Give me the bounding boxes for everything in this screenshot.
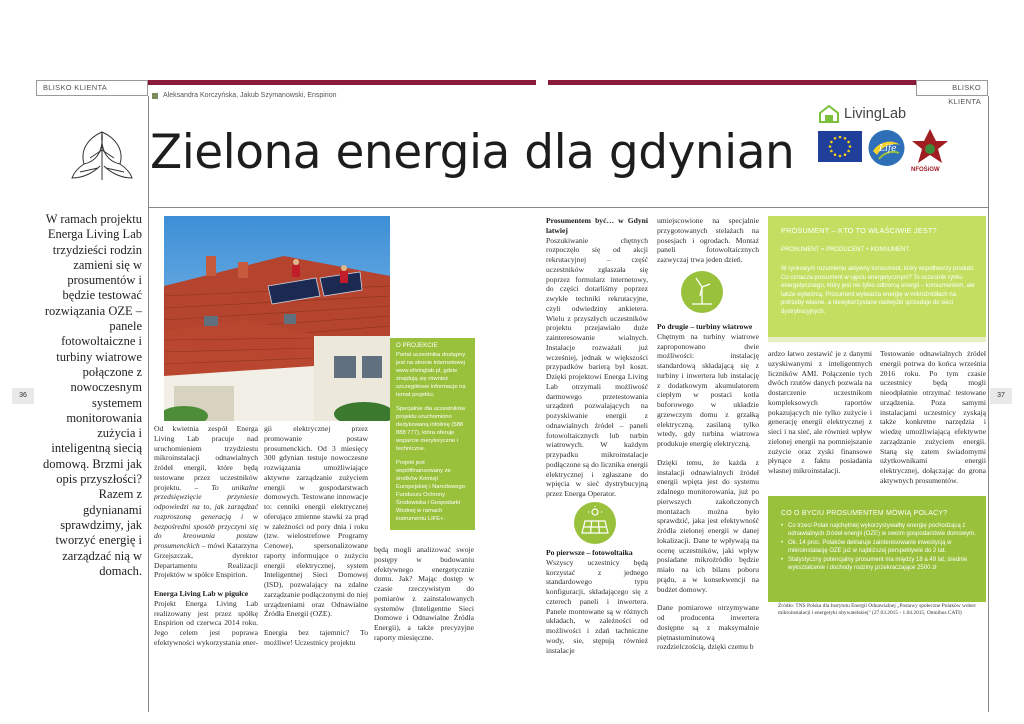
opinion-item: • Statystyczny potencjalny prosument ma między 18 a 49 lat, średnie wykształcenie i dochody rodziny przekraczające 2500 zł xyxy=(781,556,981,573)
col4-paragraph-1: Poszukiwanie chętnych rozpoczęło się od akcji rekrutacyjnej – część uczestników zgłaszała się poprzez formularz internetowy, do części dotarliśmy poprzez zwykłe techniki rekrutacyjne, czyli odwiedziny ankietera. Wielu z przyszłych uczestników projektu przejawiało duże zainteresowanie wialnych. Instalacje rozważali już wcześniej, jednak w większości przypadków barierą był koszt. Dzięki projektowi Energa Living Lab otrzymali możliwość darmowego przetestowania urządzeń pozwalających na pozyskiwanie energii z odnawialnych źródeł – paneli fotowoltaicznych lub turbin wiatrowych. W każdym przypadku mikroinstalacje podłączone są do licznika energii elektrycznej i zgłaszane do wpięcia w sieć dystrybucyjną przez Energa Operator. xyxy=(546,235,648,498)
col1-subheading: Energa Living Lab w pigułce xyxy=(154,589,249,598)
divider-left xyxy=(148,96,149,712)
column-5-top xyxy=(657,216,759,265)
livinglab-logo xyxy=(818,104,906,124)
column-2 xyxy=(264,424,368,648)
col5-heading-1: Po drugie – turbiny wiatrowe xyxy=(657,322,753,331)
title-rule xyxy=(148,207,988,208)
polish-opinion-box xyxy=(768,496,986,602)
col7-paragraph-1: Testowanie odnawialnych źródeł energii potrwa do końca września 2016 roku. Po tym czasie uczestnicy będą mogli nieodpłatnie otrzymać testowane urządzenia. Poza samymi instalacjami uczestnicy zyskają także konkretne narzędzia i wiedzę umożliwiającą efektywne zarządzanie zużyciem energii. Staną się zatem świadomymi użytkownikami energii elektrycznej, dołączając do grona aktywnych prosumentów. xyxy=(880,349,986,485)
nfosigw-logo-icon xyxy=(910,127,950,172)
col1-intro: Od kwietnia zespół Energa Living Lab pracuje nad uruchomieniem trzydziestu mikroinstalacji odnawialnych źródeł energii, które będą testowane przez uczestników projektu. xyxy=(154,424,258,492)
livinglab-house-icon xyxy=(818,104,840,124)
project-info-heading: O PROJEKCIE xyxy=(396,342,438,349)
col1-paragraph-2: Projekt Energa Living Lab realizowany jest przez spółkę Enspirion od czerwca 2014 roku. Jego celem jest poprawa efektywności wykorzystania ener- xyxy=(154,598,259,647)
col2-paragraph-2: Energia bez tajemnic? To możliwe! Uczestnicy projektu xyxy=(264,628,368,647)
column-5 xyxy=(657,322,759,652)
leaf-outline-icon xyxy=(70,128,134,182)
life-programme-logo xyxy=(867,129,906,167)
col6-paragraph-1: ardzo łatwo zestawić je z danymi uzyskiwanymi z inteligentnych liczników AMI. Połączenie tych dwóch rzutów danych pozwala na dostarczenie uczestnikom kompleksowych raportów pokazujących nie tylko zużycie i generację energii elektrycznej z sieci i na sieć, ale również wpływ zielonej energii na pomniejszanie zużycie oraz zyski finansowe płynące z faktu posiadania własnej mikroinstalacji. xyxy=(768,349,872,475)
section-tag-left: BLISKO KLIENTA xyxy=(36,80,148,96)
col1-quote: – To unikalne przedsięwzięcie przyniesie odpowiedzi na to, jak zarządzać rozproszoną generacją i w bezpośredni sposób przyczyni się do kreowania postaw prosumenckich xyxy=(154,482,258,550)
prosument-box-body: W rynkowym rozumieniu aktywny konsument, który współtworzy produkt. Co oznacza prosument w ujęciu energetycznym? To uczestnik rynku energetycznego, który jest nie tylko odbiorcą energii – konsumentem, ale także wytwórcą. Prosument wytwarza energię w mikroźródłach na potrzeby własne, a niewykorzystane nadwyżki sprzedaje do sieci dystrybucyjnych. xyxy=(781,266,975,315)
column-4 xyxy=(546,216,648,499)
prosument-box-footer xyxy=(768,337,986,342)
prosument-definition-box xyxy=(768,216,986,337)
opinion-box-list xyxy=(781,522,981,572)
page-number-left: 36 xyxy=(12,388,34,404)
project-info-paragraph-3: Projekt jest współfinansowany ze środków Komisji Europejskiej i Narodowego Funduszu Ochrony Środowiska i Gospodarki Wodnej w ramach instrumentu LIFE+. xyxy=(396,460,465,522)
author-marker-icon xyxy=(152,93,158,99)
col4-heading-2: Po pierwsze – fotowoltaika xyxy=(546,548,633,557)
project-info-paragraph-1: Portal uczestnika dostępny jest na stronie internetowej www.elivinglab.pl, gdzie znajdują się również szczegółowe informacje na temat projektu. xyxy=(396,352,466,398)
opinion-item: • Ok. 14 proc. Polaków deklaruje zainteresowanie inwestycją w mikroinstalację OZE już w najbliższej perspektywie do 2 lat. xyxy=(781,539,981,556)
nfosigw-logo-text: NFOŚiGW xyxy=(911,167,940,173)
opinion-box-heading: CO O BYCIU PROSUMENTEM MÓWIĄ POLACY? xyxy=(781,510,948,517)
col3-paragraph-1: będą mogli analizować swoje postępy w budowaniu efektywnego energetycznie domu. Jak? Mając dostęp w czasie rzeczywistym do pomiarów z zainstalowanych systemów (Inteligentne Sieci Domowe i Odnawialne Źródła Energii), a także precyzyjne raporty miesięczne. xyxy=(374,545,474,642)
divider-right xyxy=(988,96,989,712)
column-7 xyxy=(880,349,986,486)
livinglab-logo-text: LivingLab xyxy=(844,106,907,122)
header-bar-right xyxy=(548,80,916,85)
house-solar-photo xyxy=(164,216,390,421)
authors-text: Aleksandra Korczyńska, Jakub Szymanowski, Enspirion xyxy=(163,92,337,99)
project-info-box xyxy=(390,338,475,530)
source-note: Źródło: TNS Polska dla Instytutu Energii Odnawialnej „Postawy społeczne Polaków wobec mikroinstalacji i energetyki obywatelskiej" (27.03.2015 - 1.04.2015, Omnibus CATI) xyxy=(778,603,977,616)
col5-paragraph-2: Dzięki temu, że każda z instalacji odnawialnych źródeł energii wpięta jest do systemu zdalnego monitorowania, już po pierwszych zakończonych montażach można było sprawdzić, jaka jest efektywność źródła zielonej energii w danej lokalizacji. Dane te wpływają na ocenę uczestników, jaki wpływ posiadane mikroźródło będzie miało na ich bilans poboru prądu, a w konsekwencji na budżet domowy. xyxy=(657,457,759,594)
col5-paragraph-3: Dane pomiarowe otrzymywane od producenta inwertera dostępne są z maksymalnie piętnastominutową rozdzielczością, dzięki czemu b xyxy=(657,603,759,652)
article-lead: W ramach projektu Energa Living Lab trzydzieści rodzin zamieni się w prosumentów i będzie testować rozwiązania OZE – panele fotowoltaiczne i turbiny wiatrowe połączone z nowoczesnym systemem monitorowania zużycia i inteligentną siecią domową. Brzmi jak opis przyszłości? Razem z gdynianami sprawdzimy, jak tworzyć energię i zarządzać nią w domach. xyxy=(43,212,142,578)
col2-paragraph-1: gii elektrycznej przez promowanie postaw prosumenckich. Od 3 miesięcy 300 gdynian testuje nowoczesne rozwiązania umożliwiające aktywne zarządzanie zużyciem energii w gospodarstwach domowych. Testowane innowacje to: cenniki energii elektrycznej oferujące zmienne stawki za prąd w zależności od pory dnia i roku (tzw. wielostrefowe Programy Cenowe), spersonalizowane raporty informujące o zużyciu energii elektrycznej, system Inteligentnej Sieci Domowej (ISD), pozwalający na zdalne zarządzanie podłączonymi do niej urządzeniami oraz Odnawialne Źródła Energii (OZE). xyxy=(264,424,368,619)
eu-flag-icon xyxy=(818,131,862,162)
col5-paragraph-1: Chętnym na turbiny wiatrowe zaproponowano dwie możliwości: instalację standardową składającą się z turbiny i inwertera lub instalację z dodatkowym akumulatorem ciepłym w postaci kotła buforowego w układzie grzewczym domu z grzałką elektryczną, zasilaną tylko wtedy, gdy turbina wiatrowa produkuje energię elektryczną. xyxy=(657,331,759,448)
column-6 xyxy=(768,349,872,476)
project-info-paragraph-2: Specjalnie dla uczestników projektu uruchomiono dedykowaną infolinię (588 888 777), która oferuje wsparcie merytoryczne i techniczne. xyxy=(396,406,466,452)
header-bar-left xyxy=(148,80,536,85)
col1-attribution: – mówi Katarzyna Grzejszczak, dyrektor Departamentu Realizacji Projektów w spółce Enspirion. xyxy=(154,541,258,580)
column-1 xyxy=(154,424,258,648)
col5-paragraph-0: umiejscowione na specjalnie przygotowanych stelażach na posesjach i ogrodach. Montaż paneli fotowoltaicznych zazwyczaj trwa jeden dzień. xyxy=(657,216,759,264)
prosument-box-subheading: PROSUMENT = PRODUCENT + KONSUMENT. xyxy=(781,247,911,253)
author-line xyxy=(152,92,337,99)
prosument-box-heading: PROSUMENT – KTO TO WŁAŚCIWIE JEST? xyxy=(781,226,937,235)
column-4-continued xyxy=(546,548,648,655)
life-logo-text: Life xyxy=(879,144,897,154)
solar-panel-icon xyxy=(573,501,617,545)
col4-paragraph-2: Wszyscy uczestnicy będą korzystać z jednego standardowego typu konfiguracji, składającego się z czterech paneli i inwertera. Panele montowane są w różnych układach, w zależności od możliwości i zdań tachniczne wody, sie, stępują również instalacje xyxy=(546,557,648,655)
article-title: Zielona energia dla gdynian xyxy=(150,125,795,180)
section-tag-right: BLISKO KLIENTA xyxy=(916,80,988,96)
wind-turbine-icon xyxy=(680,270,724,314)
column-3 xyxy=(374,545,474,643)
col4-heading-1: Prosumentem być… w Gdyni latwiej xyxy=(546,216,648,235)
page-number-right: 37 xyxy=(990,388,1012,404)
opinion-item: • Co trzeci Polak najchętniej wykorzystywałby energię pochodzącą z odnawialnych źródeł energii (OZE) w swoim gospodarstwie domowym. xyxy=(781,522,981,539)
